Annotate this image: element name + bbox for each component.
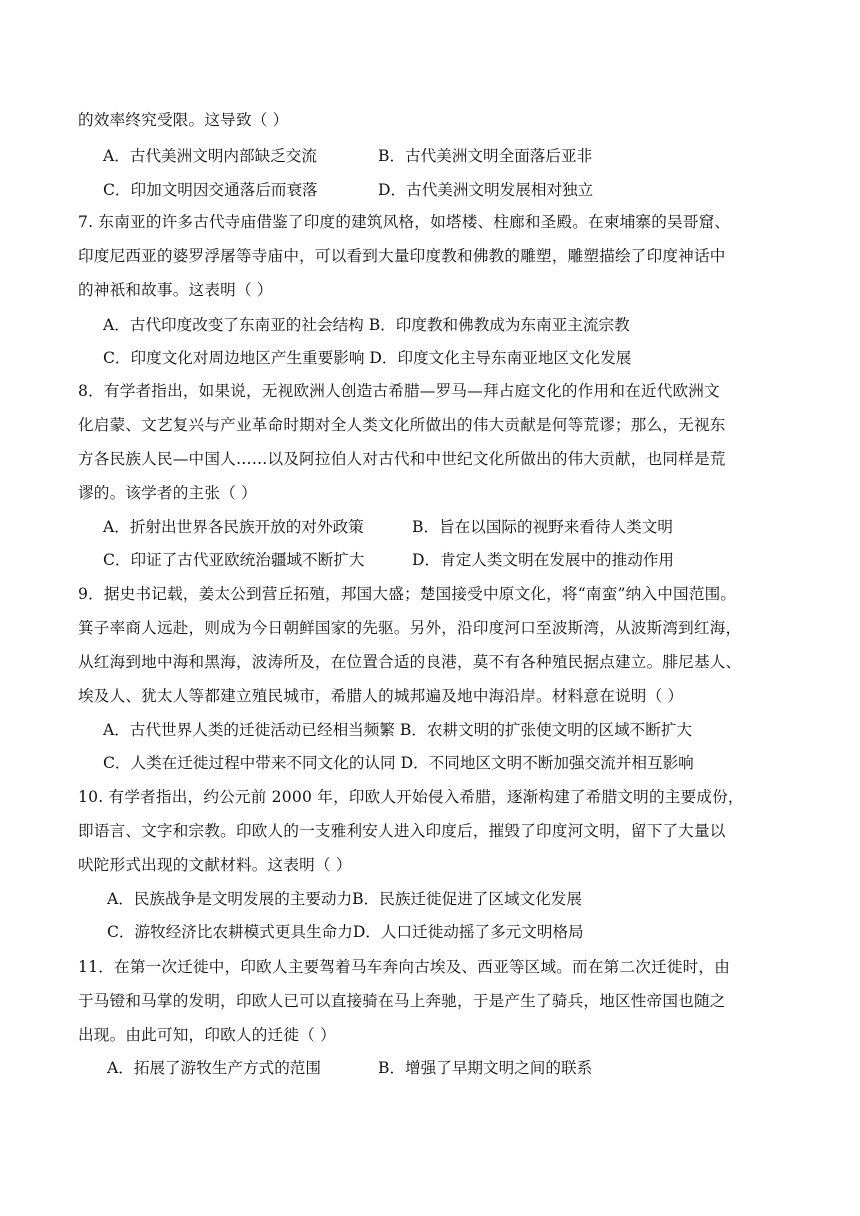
option-6c: C．印加文明因交通落后而衰落 bbox=[103, 181, 318, 199]
option-11a: A．拓展了游牧生产方式的范围 bbox=[107, 1059, 321, 1077]
question-9-line-4: 埃及人、犹太人等都建立殖民城市，希腊人的城邦遍及地中海沿岸。材料意在说明（ ） bbox=[78, 687, 684, 705]
option-9cd: C．人类在迁徙过程中带来不同文化的认同 D．不同地区文明不断加强交流并相互影响 bbox=[103, 754, 694, 772]
option-7ab: A．古代印度改变了东南亚的社会结构 B．印度教和佛教成为东南亚主流宗教 bbox=[103, 316, 630, 334]
question-11-line-3: 出现。由此可知，印欧人的迁徙（ ） bbox=[78, 1026, 336, 1044]
option-8d: D．肯定人类文明在发展中的推动作用 bbox=[412, 551, 675, 569]
question-8-line-2: 化启蒙、文艺复兴与产业革命时期对全人类文化所做出的伟大贡献是何等荒谬；那么，无视东 bbox=[78, 416, 726, 434]
option-8a: A．折射出世界各民族开放的对外政策 bbox=[103, 518, 364, 536]
option-10ab: A．民族战争是文明发展的主要动力B．民族迁徙促进了区域文化发展 bbox=[107, 890, 582, 908]
option-6d: D．古代美洲文明发展相对独立 bbox=[378, 181, 594, 199]
option-11b: B．增强了早期文明之间的联系 bbox=[378, 1059, 593, 1077]
question-9-line-1: 9．据史书记载，姜太公到营丘拓殖，邦国大盛；楚国接受中原文化，将“南蛮”纳入中国范围。 bbox=[78, 585, 737, 603]
question-7-line-1: 7. 东南亚的许多古代寺庙借鉴了印度的建筑风格，如塔楼、柱廊和圣殿。在柬埔寨的吴哥窟、 bbox=[78, 213, 731, 231]
question-7-line-2: 印度尼西亚的婆罗浮屠等寺庙中，可以看到大量印度教和佛教的雕塑，雕塑描绘了印度神话中 bbox=[78, 247, 726, 265]
option-7cd: C．印度文化对周边地区产生重要影响 D．印度文化主导东南亚地区文化发展 bbox=[103, 349, 632, 367]
option-8c: C．印证了古代亚欧统治疆域不断扩大 bbox=[103, 551, 365, 569]
question-6-stem-end: 的效率终究受限。这导致（ ） bbox=[78, 111, 289, 129]
question-10-line-3: 吠陀形式出现的文献材料。这表明（ ） bbox=[78, 856, 352, 874]
option-6b: B．古代美洲文明全面落后亚非 bbox=[378, 147, 593, 165]
question-8-line-3: 方各民族人民—中国人……以及阿拉伯人对古代和中世纪文化所做出的伟大贡献，也同样是荒 bbox=[78, 450, 726, 468]
question-10-line-1: 10. 有学者指出，约公元前 2000 年，印欧人开始侵入希腊，逐渐构建了希腊文明的主要成份， bbox=[78, 788, 744, 806]
question-9-line-2: 箕子率商人远赴，则成为今日朝鲜国家的先驱。另外，沿印度河口至波斯湾，从波斯湾到红海， bbox=[78, 619, 742, 637]
option-9ab: A．古代世界人类的迁徙活动已经相当频繁 B．农耕文明的扩张使文明的区域不断扩大 bbox=[103, 721, 693, 739]
question-8-line-4: 谬的。该学者的主张（ ） bbox=[78, 484, 257, 502]
question-8-line-1: 8．有学者指出，如果说，无视欧洲人创造古希腊—罗马—拜占庭文化的作用和在近代欧洲文 bbox=[78, 382, 720, 400]
question-11-line-2: 于马镫和马掌的发明，印欧人已可以直接骑在马上奔驰，于是产生了骑兵，地区性帝国也随之 bbox=[78, 992, 726, 1010]
option-8b: B．旨在以国际的视野来看待人类文明 bbox=[412, 518, 673, 536]
question-11-line-1: 11．在第一次迁徙中，印欧人主要驾着马车奔向古埃及、西亚等区域。而在第二次迁徙时，由 bbox=[78, 958, 730, 976]
question-7-line-3: 的神祇和故事。这表明（ ） bbox=[78, 281, 273, 299]
question-10-line-2: 即语言、文字和宗教。印欧人的一支雅利安人进入印度后，摧毁了印度河文明，留下了大量以 bbox=[78, 822, 726, 840]
option-6a: A．古代美洲文明内部缺乏交流 bbox=[103, 147, 317, 165]
option-10cd: C．游牧经济比农耕模式更具生命力D．人口迁徙动摇了多元文明格局 bbox=[107, 923, 584, 941]
question-9-line-3: 从红海到地中海和黑海，波涛所及，在位置合适的良港，莫不有各种殖民据点建立。腓尼基人、 bbox=[78, 653, 742, 671]
